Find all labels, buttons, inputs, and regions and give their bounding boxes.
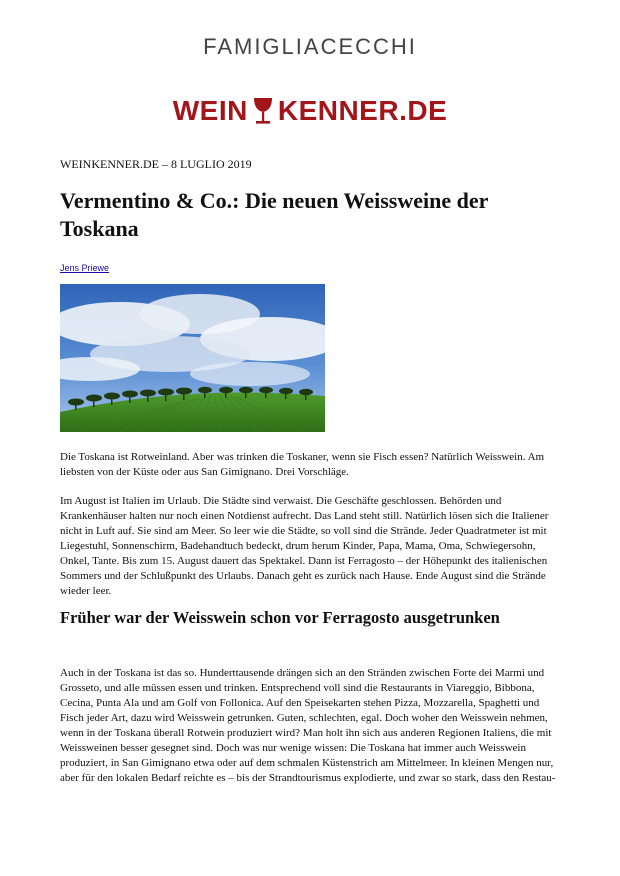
dateline: WEINKENNER.DE – 8 LUGLIO 2019 [60, 157, 252, 171]
wine-glass-icon [250, 96, 276, 126]
logo-text-right: KENNER.DE [277, 95, 448, 126]
famiglia-cecchi-brand: FAMIGLIACECCHI [203, 34, 417, 59]
intro-paragraph: Die Toskana ist Rotweinland. Aber was trinken die Toskaner, wenn sie Fisch essen? Natürlich Weisswein. Am liebsten von der Küste oder aus San Gimignano. Drei Vorschläge. [60, 451, 545, 478]
tuscany-landscape-image [60, 284, 325, 432]
logo-text-left: WEIN [172, 95, 248, 126]
weinkenner-logo[interactable] [0, 95, 620, 127]
article-title: Vermentino & Co.: Die neuen Weissweine der Toskana [60, 188, 488, 241]
body-paragraph-2: Auch in der Toskana ist das so. Hunderttausende drängen sich an den Stränden zwischen Forte dei Marmi und Grosseto, und alle müssen essen und trinken. Entsprechend voll sind die Restaurants in Viareggio, Bibbona, Cecina, Punta Ala und am Golf von Follonica. Auf den Speisekarten stehen Pizza, Mozzarella, Spaghetti und Fisch jeder Art, dazu wird Weisswein getrunken. Guten, schlechten, egal. Doch woher den Weisswein nehmen, wenn in der Toskana überall Rotwein produziert wird? Man holt ihn sich aus anderen Regionen Italiens, die mit Weissweinen besser gesegnet sind. Doch was nur wenige wissen: Die Toskana hat immer auch Weisswein produziert, in San Gimignano etwa oder auf dem schmalen Küstenstrich am Mittelmeer. In kleinen Mengen nur, aber für den lokalen Bedarf reichte es – bis der Strandtourismus explodierte, und zwar so stark, dass den Restau- [60, 667, 556, 784]
author-link[interactable]: Jens Priewe [60, 263, 110, 273]
hero-image [60, 284, 325, 432]
section-heading: Früher war der Weisswein schon vor Ferragosto ausgetrunken [60, 608, 500, 627]
body-paragraph-1: Im August ist Italien im Urlaub. Die Städte sind verwaist. Die Geschäfte geschlossen. Behörden und Krankenhäuser halten nur noch einen Notdienst aufrecht. Das Land steht still. Natürlich lösen sich die Italiener nicht in Luft auf. Sie sind am Meer. So leer wie die Städte, so voll sind die Strände. Jeder Quadratmeter ist mit Liegestuhl, Sonnenschirm, Badehandtuch bedeckt, drum herum Kinder, Papa, Mama, Oma, Schwiegersohn, Onkel, Tante. Bis zum 15. August dauert das Spektakel. Dann ist Ferragosto – der Höhepunkt des italienischen Sommers und der Schlußpunkt des Urlaubs. Danach geht es zurück nach Hause. Ende August sind die Strände wieder leer. [60, 495, 549, 597]
